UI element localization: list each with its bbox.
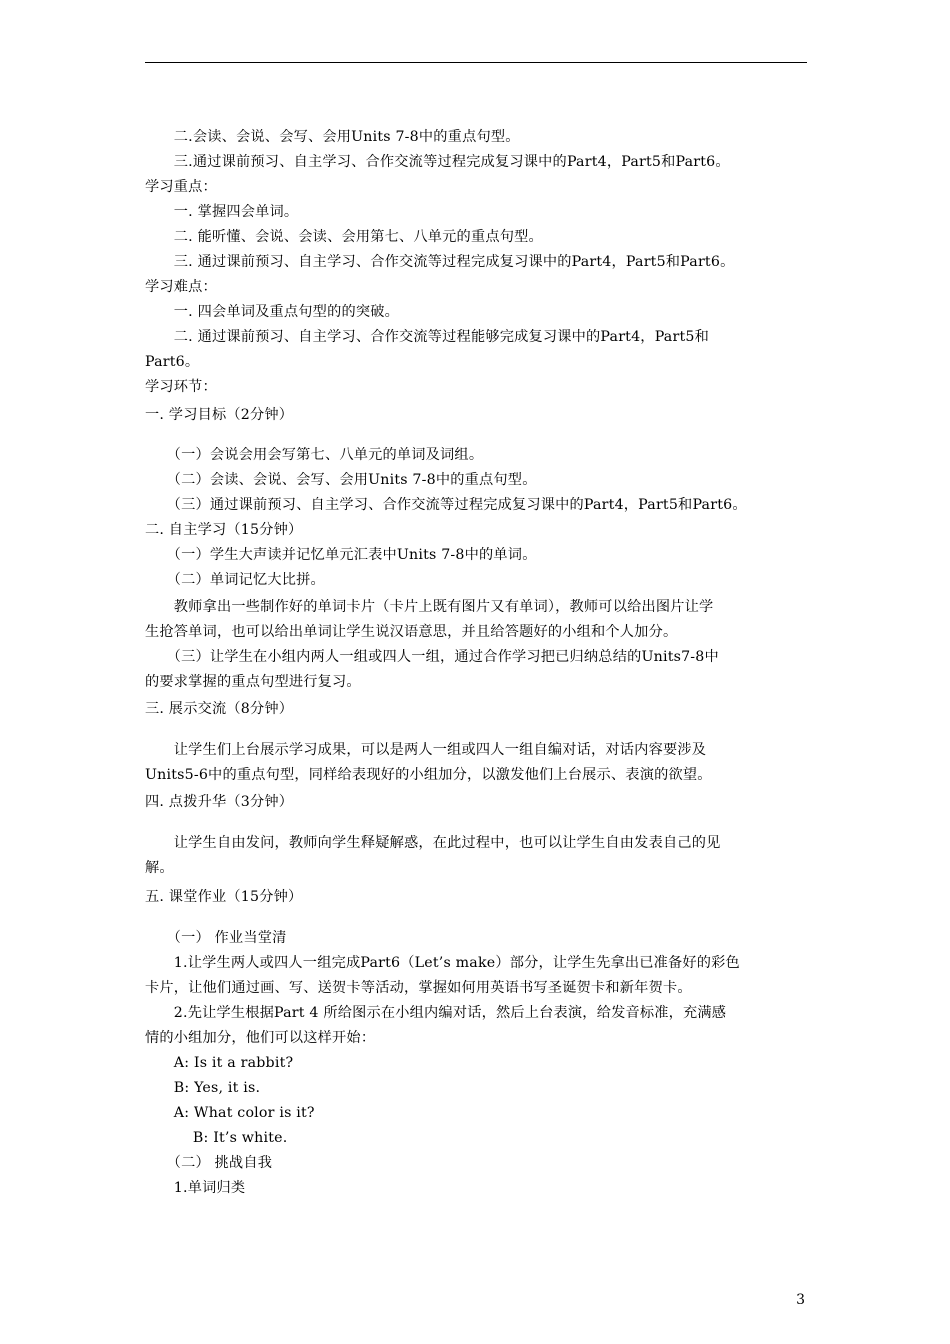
section-heading: 学习重点： [145,179,217,195]
dialogue-line: A: Is it a rabbit? [145,1055,294,1071]
text-line: （一） 作业当堂清 [145,930,287,946]
text-line: 1.让学生两人或四人一组完成Part6（Let’s make）部分，让学生先拿出已准备好的彩色 [145,955,740,971]
dialogue-line: A: What color is it? [145,1105,315,1121]
text-line: 一. 四会单词及重点句型的的突破。 [145,304,400,320]
text-line: 二. 能听懂、会说、会读、会用第七、八单元的重点句型。 [145,229,543,245]
text-line: （二）单词记忆大比拼。 [145,572,325,588]
text-line: （二）会读、会说、会写、会用Units 7-8中的重点句型。 [145,472,537,488]
dialogue-line: B: It’s white. [145,1130,288,1146]
text-line: 解。 [145,860,174,876]
text-line: 三. 通过课前预习、自主学习、合作交流等过程完成复习课中的Part4，Part5和Part6。 [145,254,735,270]
header-rule [145,62,807,63]
page-number: 3 [796,1292,805,1308]
section-heading: 一. 学习目标（2分钟） [145,407,294,423]
section-heading: 四. 点拨升华（3分钟） [145,794,294,810]
text-line: （一）学生大声读并记忆单元汇表中Units 7-8中的单词。 [145,547,537,563]
dialogue-line: B: Yes, it is. [145,1080,261,1096]
text-line: 一. 掌握四会单词。 [145,204,299,220]
text-line: （一）会说会用会写第七、八单元的单词及词组。 [145,447,484,463]
text-line: 教师拿出一些制作好的单词卡片（卡片上既有图片又有单词），教师可以给出图片让学 [145,599,714,615]
text-line: 生抢答单词，也可以给出单词让学生说汉语意思，并且给答题好的小组和个人加分。 [145,624,678,640]
text-line: 1.单词归类 [145,1180,246,1196]
section-heading: 学习环节： [145,379,217,395]
text-line: （三）让学生在小组内两人一组或四人一组，通过合作学习把已归纳总结的Units7-8中 [145,649,719,665]
text-line: 让学生们上台展示学习成果，可以是两人一组或四人一组自编对话，对话内容要涉及 [145,742,707,758]
text-line: 二. 通过课前预习、自主学习、合作交流等过程能够完成复习课中的Part4，Part5和 [145,329,709,345]
text-line: （三）通过课前预习、自主学习、合作交流等过程完成复习课中的Part4，Part5和Part6。 [145,497,747,513]
text-line: 的要求掌握的重点句型进行复习。 [145,674,361,690]
text-line: 二.会读、会说、会写、会用Units 7-8中的重点句型。 [145,129,520,145]
text-line: Part6。 [145,354,200,370]
section-heading: 三. 展示交流（8分钟） [145,701,294,717]
section-heading: 学习难点： [145,279,217,295]
text-line: 三.通过课前预习、自主学习、合作交流等过程完成复习课中的Part4，Part5和Part6。 [145,154,730,170]
text-line: 卡片，让他们通过画、写、送贺卡等活动，掌握如何用英语书写圣诞贺卡和新年贺卡。 [145,980,692,996]
section-heading: 五. 课堂作业（15分钟） [145,889,303,905]
text-line: Units5-6中的重点句型，同样给表现好的小组加分，以激发他们上台展示、表演的欲望。 [145,767,712,783]
text-line: 让学生自由发问，教师向学生释疑解惑，在此过程中，也可以让学生自由发表自己的见 [145,835,721,851]
text-line: 2.先让学生根据Part 4 所给图示在小组内编对话，然后上台表演，给发音标准，充满感 [145,1005,727,1021]
text-line: （二） 挑战自我 [145,1155,273,1171]
text-line: 情的小组加分，他们可以这样开始： [145,1030,376,1046]
section-heading: 二. 自主学习（15分钟） [145,522,303,538]
